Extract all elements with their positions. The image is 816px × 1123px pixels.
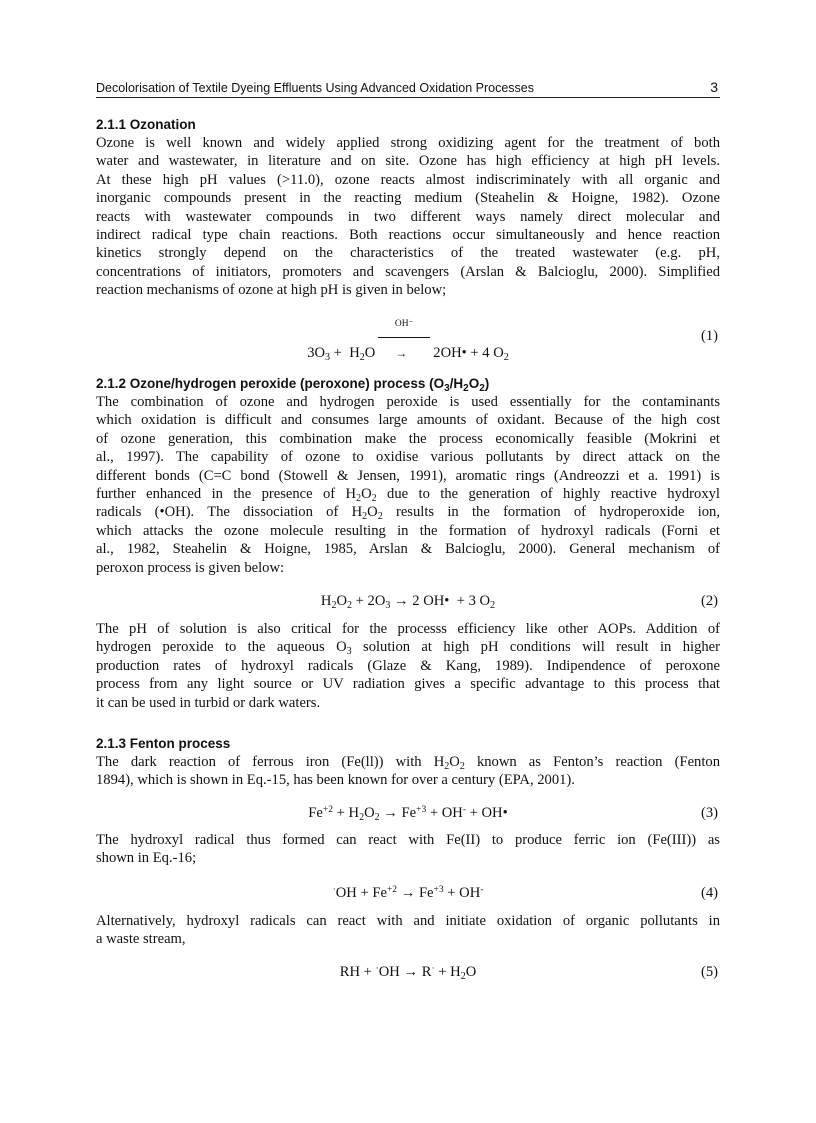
paragraph-line: peroxon process is given below: (96, 559, 285, 576)
running-header (96, 81, 720, 98)
paragraph-line: concentrations of initiators, promoters and scavengers (Arslan & Balcioglu, 2000). Simplified (96, 263, 720, 280)
paragraph-line: kinetics strongly depend on the characteristics of the treated wastewater (e.g. pH, (96, 245, 720, 262)
ozonation-paragraph (96, 134, 720, 300)
page-number: 3 (710, 79, 718, 95)
paragraph-line: Alternatively, hydroxyl radicals can react with and initiate oxidation of organic pollutants in (96, 913, 720, 929)
heading-text: 2.1.2 Ozone/hydrogen peroxide (peroxone) process (O (96, 376, 445, 391)
paragraph-line: water and wastewater, in literature and on site. Ozone has high efficiency at high pH levels. (96, 153, 720, 170)
fenton-paragraph-2 (96, 831, 720, 868)
paragraph-line: production rates of hydroxyl radicals (Glaze & Kang, 1989). Indipendence of peroxone (96, 657, 720, 674)
paragraph-line: reaction mechanisms of ozone at high pH is given in below; (96, 282, 447, 299)
paragraph-line: The combination of ozone and hydrogen peroxide is used essentially for the contaminants (96, 394, 720, 410)
equation-5-expression: RH + $^\cdot OH \to R^\cdot + H_2O$ (339, 964, 477, 982)
equation-4-expression: $^\cdot OH + Fe^{+2} \to Fe^{+3} + OH^-$ (332, 885, 484, 901)
paragraph-line: different bonds (C=C bond (Stowell & Jensen, 1991), aromatic rings (Andreozzi et a. 1991) is (96, 467, 720, 484)
equation-2-expression: $H_2O_2 + 2O_3 \to 2$ OH• + 3 $O_2$ (320, 593, 496, 611)
equation-number: (1) (700, 328, 718, 344)
running-title: Decolorisation of Textile Dyeing Effluents Using Advanced Oxidation Processes (96, 81, 534, 95)
paragraph-line: al., 1982, Steahelin & Hoigne, 1985, Arslan & Balcioglu, 2000). General mechanism of (96, 541, 720, 558)
paragraph-line: shown in Eq.-16; (96, 850, 197, 867)
section-heading-fenton: 2.1.3 Fenton process (96, 736, 231, 751)
reaction-arrow: OH⁻ → (375, 328, 433, 362)
paragraph-line: The pH of solution is also critical for the processs efficiency like other AOPs. Addition of (96, 621, 720, 637)
peroxone-paragraph-2 (96, 620, 720, 712)
paragraph-line: a waste stream, (96, 931, 186, 948)
paragraph-line: indirect radical type chain reactions. Both reactions occur simultaneously and hence reaction (96, 227, 720, 244)
paragraph-line: inorganic compounds present in the reacting medium (Steahelin & Hoigne, 1982). Ozone (96, 190, 720, 207)
equation-number: (3) (700, 805, 718, 821)
paragraph-line: The hydroxyl radical thus formed can react with Fe(II) to produce ferric ion (Fe(III)) as (96, 832, 720, 848)
paragraph-line: which oxidation is difficult and consumes large amounts of oxidant. Because of the high cost (96, 412, 720, 429)
paragraph-line: process from any light source or UV radiation gives a specific advantage to this process that (96, 676, 720, 693)
paragraph-line: radicals (•OH). The dissociation of $H_2O_2$ results in the formation of hydroperoxide ion, (96, 504, 720, 523)
paragraph-line: al., 1997). The capability of ozone to oxidise various pollutants by direct attack on the (96, 449, 720, 466)
equation-1 (96, 319, 720, 363)
equation-1-expression: $3O_3 + H_2O$ OH⁻ → 2OH• + 4 $O_2$ (307, 319, 509, 363)
arrow-catalyst-label: OH⁻ (394, 319, 414, 329)
paragraph-line: of ozone generation, this combination make the process economically feasible (Mokrini et (96, 430, 720, 447)
paragraph-line: The dark reaction of ferrous iron (Fe(ll)) with $H_2O_2$ known as Fenton’s reaction (Fenton (96, 754, 720, 772)
paragraph-line: 1894), which is shown in Eq.-15, has been known for over a century (EPA, 2001). (96, 772, 575, 789)
equation-number: (5) (700, 964, 718, 980)
paragraph-line: reacts with wastewater compounds in two different ways namely direct molecular and (96, 208, 720, 225)
section-heading-peroxone: 2.1.2 Ozone/hydrogen peroxide (peroxone) process $(O_3/H_2O_2)$ (96, 376, 490, 394)
equation-2 (96, 593, 720, 613)
equation-3-expression: $Fe^{+2} + H_2O_2 \to Fe^{+3} + OH^-$ + OH• (308, 805, 508, 823)
paragraph-line: hydrogen peroxide to the aqueous $O_3$ solution at high pH conditions will result in higher (96, 639, 720, 658)
equation-5 (96, 964, 720, 984)
paragraph-line: Ozone is well known and widely applied strong oxidizing agent for the treatment of both (96, 135, 720, 151)
fenton-paragraph-1 (96, 753, 720, 790)
section-heading-ozonation: 2.1.1 Ozonation (96, 117, 196, 132)
peroxone-paragraph-1 (96, 393, 720, 577)
equation-4 (96, 885, 720, 905)
equation-3 (96, 805, 720, 825)
paragraph-line: which attacks the ozone molecule resulting in the formation of hydroxyl radicals (Forni et (96, 522, 720, 539)
fenton-paragraph-3 (96, 912, 720, 949)
paragraph-line: it can be used in turbid or dark waters. (96, 694, 321, 711)
paragraph-line: further enhanced in the presence of $H_2O_2$ due to the generation of highly reactive hydroxyl (96, 486, 720, 505)
paragraph-line: At these high pH values (>11.0), ozone reacts almost indiscriminately with all organic and (96, 171, 720, 188)
equation-number: (4) (700, 885, 718, 901)
equation-number: (2) (700, 593, 718, 609)
